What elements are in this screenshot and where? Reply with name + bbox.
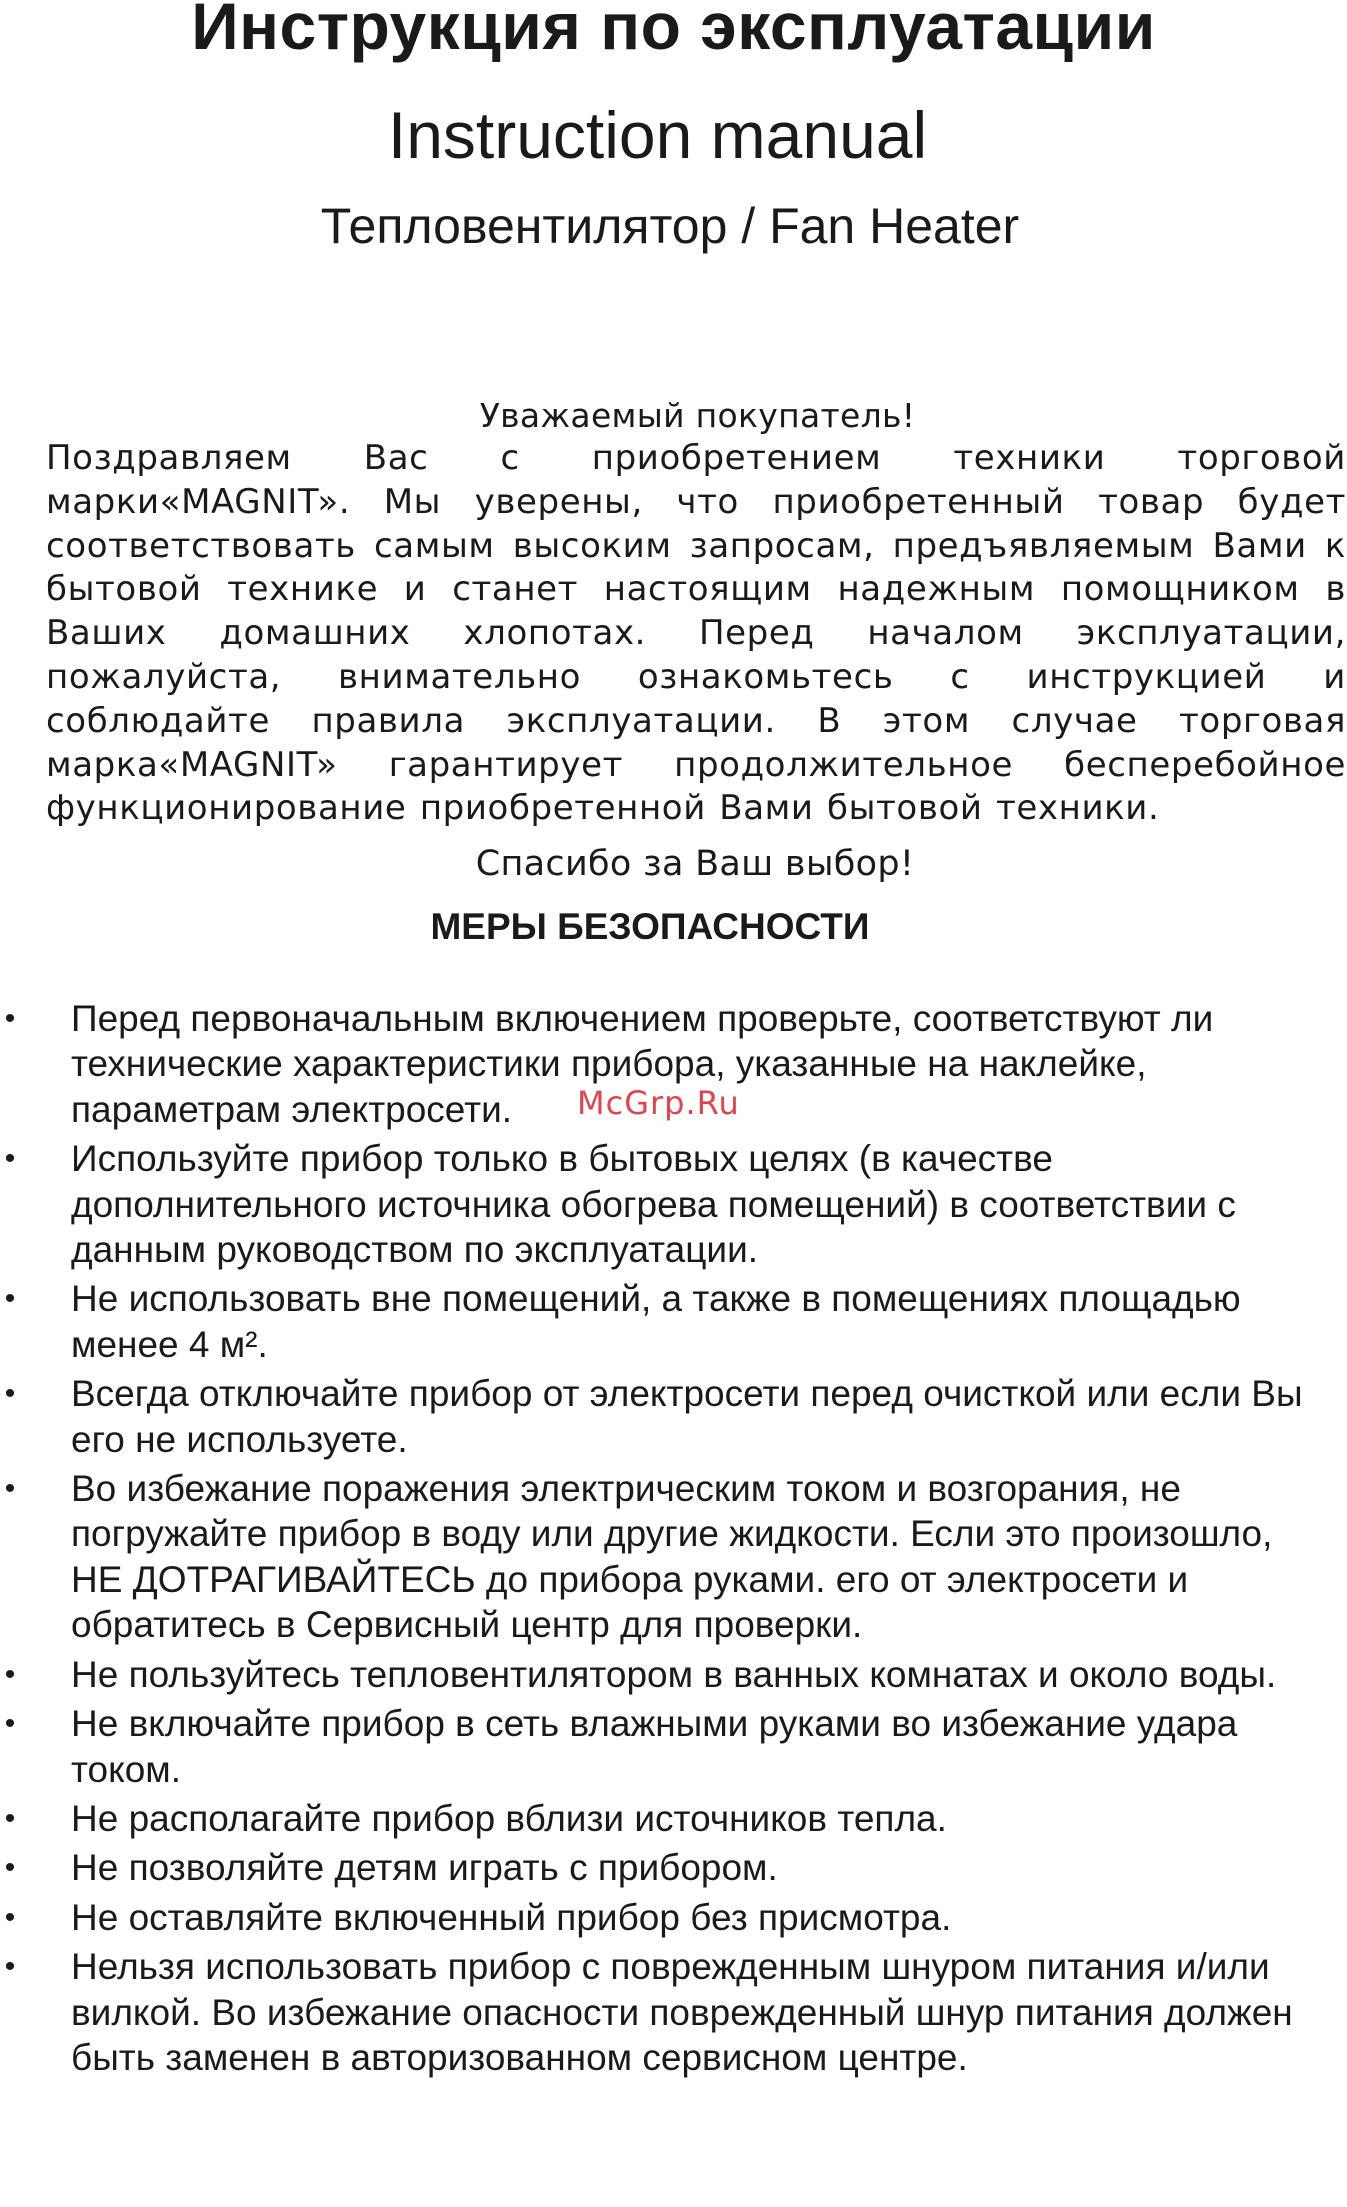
watermark-text: McGrp.Ru (577, 1084, 740, 1122)
safety-rule-item (0, 1652, 1347, 1697)
safety-rule-text: Всегда отключайте прибор от электросети перед очисткой или если Вы его не используете. (71, 1373, 1303, 1460)
greeting: Уважаемый покупатель! (479, 396, 916, 435)
bullet-icon: • (4, 1801, 16, 1835)
bullet-icon: • (4, 1472, 16, 1506)
safety-rule-text: Не использовать вне помещений, а также в помещениях площадью менее 4 м². (71, 1278, 1241, 1365)
safety-rule-item (0, 1136, 1347, 1272)
bullet-icon: • (4, 1142, 16, 1176)
bullet-icon: • (4, 1950, 16, 1984)
safety-rule-item (0, 1944, 1347, 2080)
safety-rule-text: Используйте прибор только в бытовых целях (в качестве дополнительного источника обогрева помещений) в соответствии с данным руководством по эксплуатации. (71, 1138, 1236, 1271)
safety-rule-item (0, 996, 1347, 1132)
safety-rule-text: Не располагайте прибор вблизи источников тепла. (71, 1797, 947, 1839)
safety-rule-item (0, 1895, 1347, 1940)
document-title-ru: Инструкция по эксплуатации (191, 0, 1156, 63)
safety-rule-item (0, 1845, 1347, 1890)
bullet-icon: • (4, 1851, 16, 1885)
safety-rule-item (0, 1796, 1347, 1841)
safety-rule-text: Нельзя использовать прибор с поврежденным шнуром питания и/или вилкой. Во избежание опасности поврежденный шнур питания должен быть заменен в авторизованном сервисном центре. (71, 1946, 1293, 2078)
intro-paragraph: Поздравляем Вас с приобретением техники торговой марки«MAGNIT». Мы уверены, что приобретенный товар будет соответствовать самым высоким запросам, предъявляемым Вами к бытовой технике и станет настоящим надежным помощником в Ваших домашних хлопотах. Перед началом эксплуатации, пожалуйста, внимательно ознакомьтесь с инструкцией и соблюдайте правила эксплуатации. В этом случае торговая марка«MAGNIT» гарантирует продолжительное бесперебойное функционирование приобретенной Вами бытовой техники. (46, 438, 1346, 829)
bullet-icon: • (4, 1377, 16, 1411)
safety-rule-text: Не позволяйте детям играть с прибором. (71, 1847, 778, 1889)
bullet-icon: • (4, 1002, 16, 1035)
safety-rule-text: Не пользуйтесь тепловентилятором в ванных комнатах и около воды. (71, 1653, 1277, 1695)
document-title-en: Instruction manual (387, 98, 928, 172)
bullet-icon: • (4, 1900, 16, 1934)
safety-rule-text: Не включайте прибор в сеть влажными руками во избежание удара током. (71, 1703, 1238, 1790)
safety-rule-text: Перед первоначальным включением проверьте, соответствуют ли технические характеристики прибора, указанные на наклейке, параметрам электросети. (71, 998, 1214, 1130)
safety-rule-item (0, 1276, 1347, 1367)
safety-rules-list (0, 996, 1347, 2084)
thanks-line: Спасибо за Ваш выбор! (475, 844, 915, 884)
bullet-icon: • (4, 1657, 16, 1691)
safety-rule-item (0, 1701, 1347, 1792)
safety-rule-item (0, 1371, 1347, 1462)
product-subtitle: Тепловентилятор / Fan Heater (320, 198, 1020, 254)
safety-rule-text: Во избежание поражения электрическим током и возгорания, не погружайте прибор в воду или другие жидкости. Если это произошло, НЕ ДОТРАГИВАЙТЕСЬ до прибора руками. его от электросети и обратитесь в Сервисный центр для проверки. (71, 1468, 1273, 1646)
safety-section-title: МЕРЫ БЕЗОПАСНОСТИ (430, 906, 870, 947)
bullet-icon: • (4, 1282, 16, 1316)
bullet-icon: • (4, 1707, 16, 1741)
safety-rule-item (0, 1466, 1347, 1648)
safety-rule-text: Не оставляйте включенный прибор без присмотра. (71, 1896, 952, 1938)
